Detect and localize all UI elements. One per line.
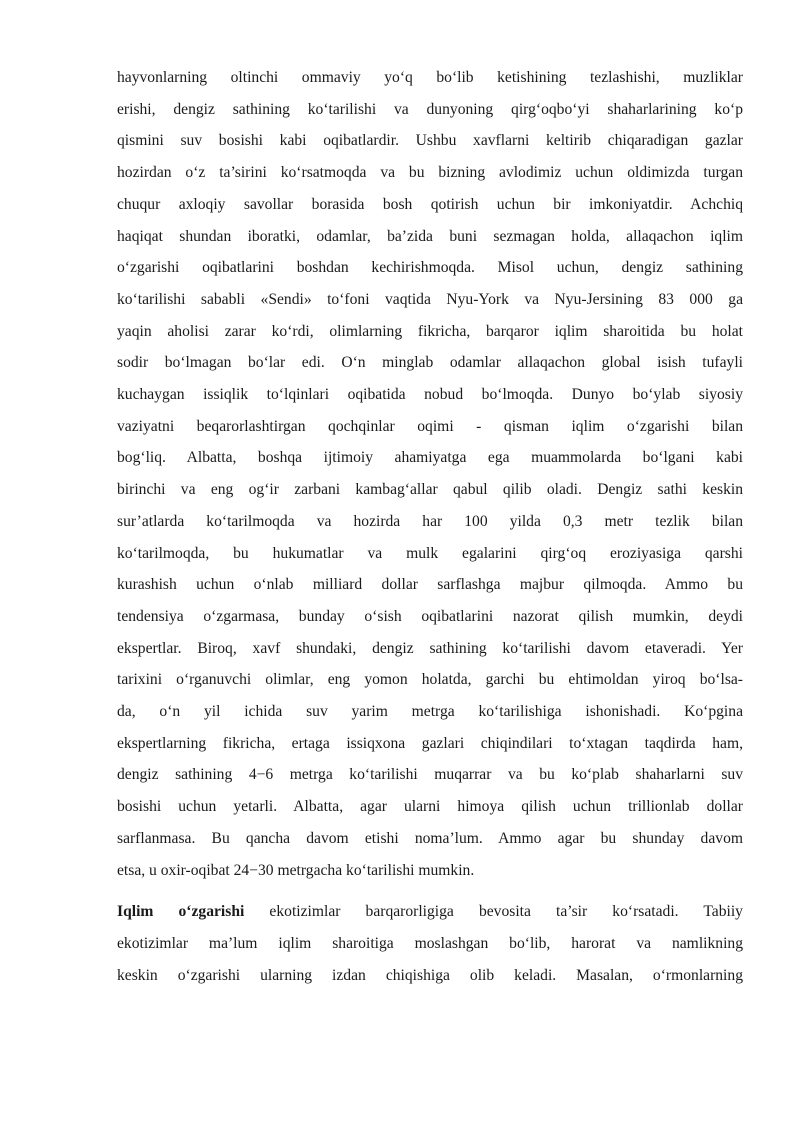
text-line: ekspertlar. Biroq, xavf shundaki, dengiz sathining ko‘tarilishi davom etaveradi. Yer — [117, 639, 743, 657]
text-line: ko‘tarilmoqda, bu hukumatlar va mulk egalarini qirg‘oq eroziyasiga qarshi — [117, 544, 743, 562]
text-line: etsa, u oxir-oqibat 24−30 metrgacha ko‘tarilishi mumkin. — [117, 861, 475, 879]
text-line: bosishi uchun yetarli. Albatta, agar ularni himoya qilish uchun trillionlab dollar — [117, 798, 743, 816]
text-line: ekotizimlar ma’lum iqlim sharoitiga moslashgan bo‘lib, harorat va namlikning — [117, 934, 743, 952]
bold-term: Iqlim o‘zgarishi — [117, 903, 245, 921]
text-line: hayvonlarning oltinchi ommaviy yo‘q bo‘lib ketishining tezlashishi, muzliklar — [117, 69, 743, 86]
text-line: haqiqat shundan iboratki, odamlar, ba’zida buni sezmagan holda, allaqachon iqlim — [117, 227, 743, 245]
text-fragment: ekotizimlar barqarorligiga bevosita ta’sir ko‘rsatadi. Tabiiy — [244, 903, 743, 921]
paragraph-body — [117, 62, 743, 886]
text-line: tendensiya o‘zgarmasa, bunday o‘sish oqibatlarini nazorat qilish mumkin, deydi — [117, 607, 743, 625]
text-line: kurashish uchun o‘nlab milliard dollar sarflashga majbur qilmoqda. Ammo bu — [117, 576, 743, 594]
text-line: yaqin aholisi zarar ko‘rdi, olimlarning fikricha, barqaror iqlim sharoitida bu holat — [117, 322, 743, 340]
text-line: bog‘liq. Albatta, boshqa ijtimoiy ahamiyatga ega muammolarda bo‘lgani kabi — [117, 449, 743, 467]
paragraph-climate-change — [117, 896, 743, 991]
text-line — [117, 896, 743, 928]
text-line: hozirdan o‘z ta’sirini ko‘rsatmoqda va bu bizning avlodimiz uchun oldimizda turgan — [117, 164, 743, 182]
text-line: chuqur axloqiy savollar borasida bosh qotirish uchun bir imkoniyatdir. Achchiq — [117, 195, 743, 213]
text-line: qismini suv bosishi kabi oqibatlardir. Ushbu xavflarni keltirib chiqaradigan gazlar — [117, 132, 743, 150]
text-line: sur’atlarda ko‘tarilmoqda va hozirda har 100 yilda 0,3 metr tezlik bilan — [117, 512, 743, 530]
text-line: o‘zgarishi oqibatlarini boshdan kechirishmoqda. Misol uchun, dengiz sathining — [117, 259, 743, 277]
text-line: tarixini o‘rganuvchi olimlar, eng yomon holatda, garchi bu ehtimoldan yiroq bo‘lsa- — [117, 671, 743, 689]
text-line: da, o‘n yil ichida suv yarim metrga ko‘tarilishiga ishonishadi. Ko‘pgina — [117, 703, 743, 721]
text-line: sodir bo‘lmagan bo‘lar edi. O‘n minglab odamlar allaqachon global isish tufayli — [117, 354, 743, 372]
text-line: dengiz sathining 4−6 metrga ko‘tarilishi muqarrar va bu ko‘plab shaharlarni suv — [117, 766, 743, 784]
text-line: ko‘tarilishi sababli «Sendi» to‘foni vaqtida Nyu-York va Nyu-Jersining 83 000 ga — [117, 290, 743, 308]
document-page — [117, 62, 743, 991]
text-line: kuchaygan issiqlik to‘lqinlari oqibatida nobud bo‘lmoqda. Dunyo bo‘ylab siyosiy — [117, 386, 743, 404]
text-line: keskin o‘zgarishi ularning izdan chiqishiga olib keladi. Masalan, o‘rmonlarning — [117, 966, 743, 984]
text-line: erishi, dengiz sathining ko‘tarilishi va dunyoning qirg‘oqbo‘yi shaharlarining ko‘p — [117, 100, 743, 118]
text-line: vaziyatni beqarorlashtirgan qochqinlar oqimi - qisman iqlim o‘zgarishi bilan — [117, 417, 743, 435]
text-line: ekspertlarning fikricha, ertaga issiqxona gazlari chiqindilari to‘xtagan taqdirda ham, — [117, 734, 743, 752]
text-line: sarflanmasa. Bu qancha davom etishi noma’lum. Ammo agar bu shunday davom — [117, 829, 743, 847]
text-line: birinchi va eng og‘ir zarbani kambag‘allar qabul qilib oladi. Dengiz sathi keskin — [117, 481, 743, 499]
